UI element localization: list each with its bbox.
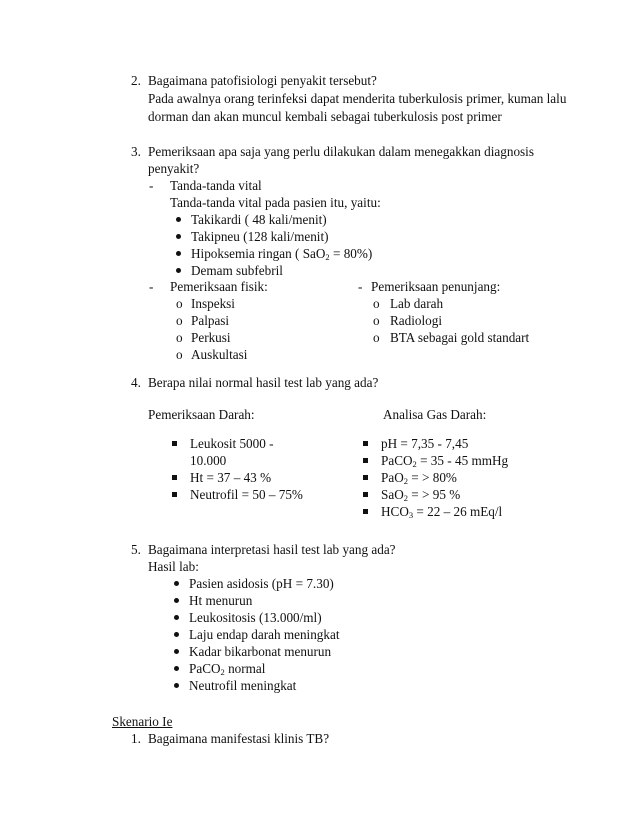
circle-bullet-icon: o bbox=[373, 296, 380, 311]
subscript: 2 bbox=[412, 459, 417, 469]
q2-number: 2. bbox=[131, 73, 141, 88]
interpretasi-item-paco2 bbox=[189, 660, 265, 677]
penunjang-item: Lab darah bbox=[390, 296, 444, 311]
square-bullet-icon bbox=[172, 492, 177, 497]
skenario-q1-number: 1. bbox=[131, 731, 141, 746]
subscript: 2 bbox=[325, 252, 330, 262]
q2-answer-line1: Pada awalnya orang terinfeksi dapat menderita tuberkulosis primer, kuman lalu bbox=[148, 91, 567, 106]
hco3-value: = 22 – 26 mEq/l bbox=[413, 504, 503, 519]
subscript: 3 bbox=[408, 510, 414, 520]
sao2-value: = > 95 % bbox=[407, 487, 461, 502]
bullet-icon bbox=[174, 615, 179, 620]
hco3-label: HCO bbox=[381, 504, 409, 519]
ht-normal: Ht = 37 – 43 % bbox=[190, 470, 272, 485]
fisik-dash: - bbox=[149, 279, 154, 294]
interpretasi-item: Leukositosis (13.000/ml) bbox=[189, 610, 322, 625]
skenario-title: Skenario Ie bbox=[112, 714, 173, 729]
hipoksemia-text: Hipoksemia ringan ( SaO bbox=[191, 246, 326, 261]
penunjang-item: BTA sebagai gold standart bbox=[390, 330, 530, 345]
bullet-icon bbox=[176, 234, 181, 239]
leukosit-line1: Leukosit 5000 - bbox=[190, 436, 274, 451]
circle-bullet-icon: o bbox=[176, 313, 183, 328]
subscript: 2 bbox=[403, 476, 408, 486]
penunjang-dash: - bbox=[358, 279, 363, 294]
vital-item-hipoksemia bbox=[191, 245, 372, 262]
q3-question-line1: Pemeriksaan apa saja yang perlu dilakukan dalam menegakkan diagnosis bbox=[148, 144, 534, 159]
penunjang-item: Radiologi bbox=[390, 313, 443, 328]
pao2-value: = > 80% bbox=[407, 470, 457, 485]
q3-number: 3. bbox=[131, 144, 141, 159]
circle-bullet-icon: o bbox=[176, 347, 183, 362]
paco2-label: PaCO bbox=[189, 661, 221, 676]
square-bullet-icon bbox=[363, 458, 368, 463]
q2-question: Bagaimana patofisiologi penyakit tersebut? bbox=[148, 73, 377, 88]
pao2-normal bbox=[381, 469, 457, 486]
interpretasi-item: Pasien asidosis (pH = 7.30) bbox=[189, 576, 334, 591]
q4-number: 4. bbox=[131, 375, 141, 390]
hipoksemia-value: = 80%) bbox=[329, 246, 373, 261]
sao2-normal bbox=[381, 486, 460, 503]
vital-dash: - bbox=[149, 178, 154, 193]
paco2-value: = 35 - 45 mmHg bbox=[416, 453, 509, 468]
darah-heading: Pemeriksaan Darah: bbox=[148, 407, 255, 422]
circle-bullet-icon: o bbox=[176, 330, 183, 345]
bullet-icon bbox=[174, 581, 179, 586]
skenario-q1: Bagaimana manifestasi klinis TB? bbox=[148, 731, 330, 746]
square-bullet-icon bbox=[172, 441, 177, 446]
circle-bullet-icon: o bbox=[373, 330, 380, 345]
interpretasi-item: Ht menurun bbox=[189, 593, 253, 608]
bullet-icon bbox=[174, 598, 179, 603]
bullet-icon bbox=[176, 217, 181, 222]
fisik-heading: Pemeriksaan fisik: bbox=[170, 279, 268, 294]
bullet-icon bbox=[174, 649, 179, 654]
q4-question: Berapa nilai normal hasil test lab yang ada? bbox=[148, 375, 379, 390]
subscript: 2 bbox=[220, 667, 225, 677]
circle-bullet-icon: o bbox=[176, 296, 183, 311]
neutrofil-normal: Neutrofil = 50 – 75% bbox=[190, 487, 303, 502]
vital-item: Demam subfebril bbox=[191, 263, 283, 278]
leukosit-line2: 10.000 bbox=[190, 453, 227, 468]
bullet-icon bbox=[174, 683, 179, 688]
square-bullet-icon bbox=[363, 441, 368, 446]
fisik-item: Auskultasi bbox=[191, 347, 248, 362]
ph-normal: pH = 7,35 - 7,45 bbox=[381, 436, 469, 451]
bullet-icon bbox=[174, 666, 179, 671]
vital-item: Takikardi ( 48 kali/menit) bbox=[191, 212, 327, 227]
square-bullet-icon bbox=[363, 492, 368, 497]
circle-bullet-icon: o bbox=[373, 313, 380, 328]
hasil-lab-label: Hasil lab: bbox=[148, 559, 199, 574]
interpretasi-item: Neutrofil meningkat bbox=[189, 678, 297, 693]
vital-intro: Tanda-tanda vital pada pasien itu, yaitu: bbox=[170, 195, 381, 210]
fisik-item: Inspeksi bbox=[191, 296, 235, 311]
q5-question: Bagaimana interpretasi hasil test lab yang ada? bbox=[148, 542, 396, 557]
vital-heading: Tanda-tanda vital bbox=[170, 178, 262, 193]
interpretasi-item: Laju endap darah meningkat bbox=[189, 627, 340, 642]
bullet-icon bbox=[176, 251, 181, 256]
paco2-normal bbox=[381, 452, 508, 469]
vital-item: Takipneu (128 kali/menit) bbox=[191, 229, 329, 244]
pao2-label: PaO bbox=[381, 470, 404, 485]
fisik-item: Perkusi bbox=[191, 330, 231, 345]
bullet-icon bbox=[176, 268, 181, 273]
interpretasi-item: Kadar bikarbonat menurun bbox=[189, 644, 332, 659]
q5-number: 5. bbox=[131, 542, 141, 557]
square-bullet-icon bbox=[172, 475, 177, 480]
gas-darah-heading: Analisa Gas Darah: bbox=[383, 407, 487, 422]
subscript: 2 bbox=[403, 493, 408, 503]
hco3-normal bbox=[381, 503, 502, 520]
q2-answer-line2: dorman dan akan muncul kembali sebagai tuberkulosis post primer bbox=[148, 109, 502, 124]
q3-question-line2: penyakit? bbox=[148, 161, 200, 176]
fisik-item: Palpasi bbox=[191, 313, 230, 328]
sao2-label: SaO bbox=[381, 487, 404, 502]
square-bullet-icon bbox=[363, 509, 368, 514]
penunjang-heading: Pemeriksaan penunjang: bbox=[371, 279, 501, 294]
paco2-status: normal bbox=[224, 661, 266, 676]
square-bullet-icon bbox=[363, 475, 368, 480]
paco2-label: PaCO bbox=[381, 453, 413, 468]
bullet-icon bbox=[174, 632, 179, 637]
